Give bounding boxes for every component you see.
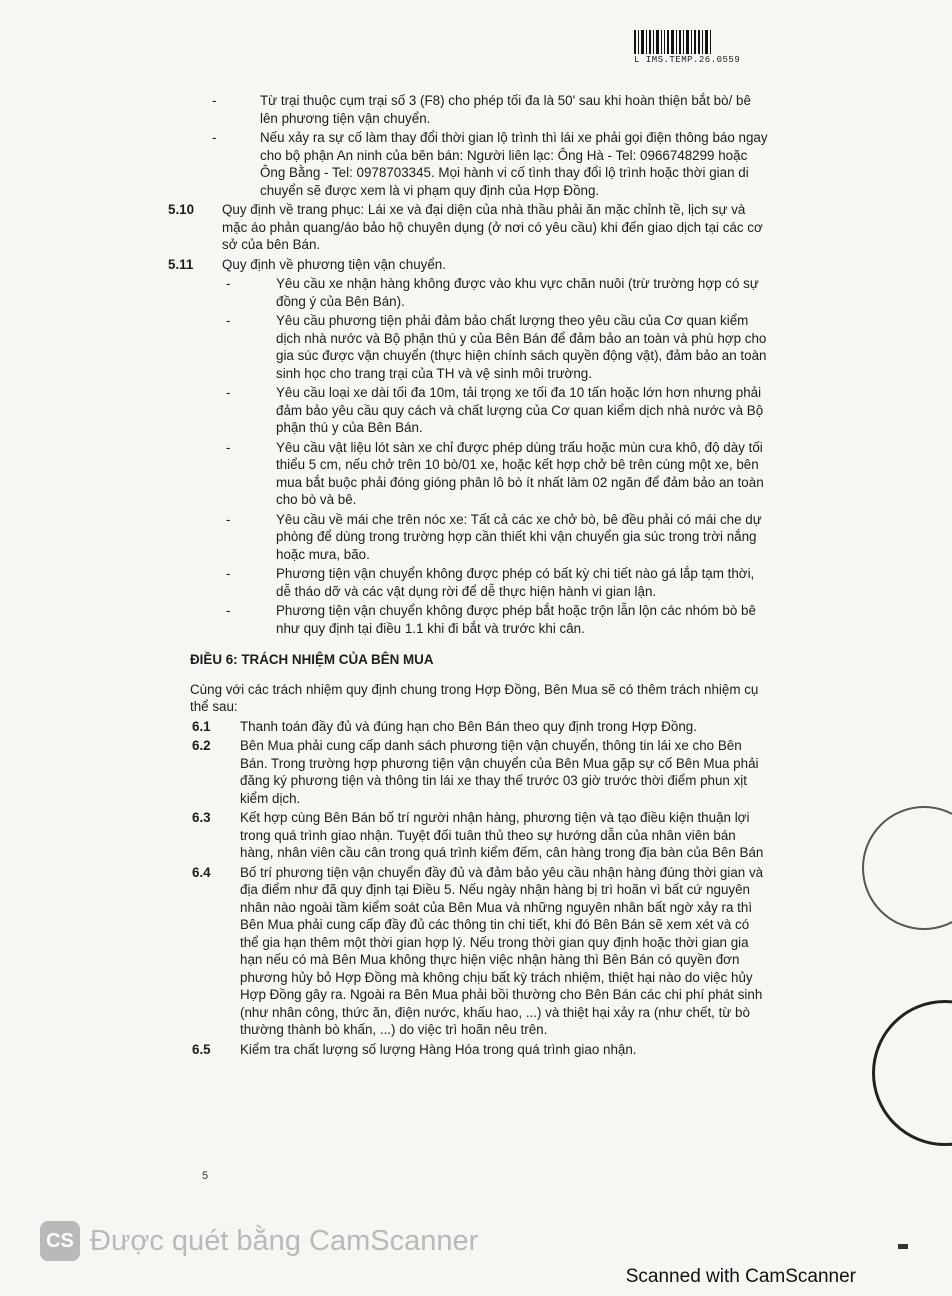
barcode-bars bbox=[634, 30, 754, 54]
bullet-text: Yêu cầu phương tiện phải đảm bảo chất lượng theo yêu cầu của Cơ quan kiểm dịch nhà nước và Bộ phận thú y của Bên Bán để đảm bảo an toàn và phù hợp cho gia súc được vận chuyển (thực hiện chính sách quyền động vật), đảm bảo an toàn sinh học cho trang trại của TH và vệ sinh môi trường. bbox=[276, 313, 767, 381]
camscanner-watermark bbox=[40, 1221, 478, 1261]
bullet-dash: - bbox=[226, 603, 231, 618]
article-6-heading: ĐIỀU 6: TRÁCH NHIỆM CỦA BÊN MUA bbox=[190, 652, 434, 667]
bullet-dash: - bbox=[226, 313, 231, 328]
clause-6-3 bbox=[168, 809, 768, 862]
bullet-text: Yêu cầu loại xe dài tối đa 10m, tải trọng xe tối đa 10 tấn hoặc lớn hơn nhưng phải đảm bảo yêu cầu quy cách và chất lượng của Cơ quan kiểm dịch nhà nước và Bộ phận thú y của Bên Bán. bbox=[276, 385, 764, 435]
bullet-item bbox=[168, 312, 768, 382]
bullet-dash: - bbox=[226, 439, 231, 455]
bullet-dash: - bbox=[212, 130, 217, 145]
bullet-dash: - bbox=[226, 566, 231, 581]
bullet-item bbox=[168, 511, 768, 564]
bullet-dash: - bbox=[212, 93, 217, 108]
clause-6-5 bbox=[168, 1041, 768, 1059]
clause-number: 6.2 bbox=[192, 738, 211, 753]
bullet-text: Nếu xảy ra sự cố làm thay đổi thời gian lộ trình thì lái xe phải gọi điện thông báo ngay cho bộ phận An ninh của bên bán: Người liên lạc: Ông Hà - Tel: 0966748299 hoặc Ông Bằng - Tel: 0978703345. Mọi hành vi cố tình thay đổi lộ trình hoặc thời gian di chuyển sẽ được xem là vi phạm quy định của Hợp Đồng. bbox=[260, 130, 768, 198]
bullet-item bbox=[168, 565, 768, 600]
camscanner-logo-icon: CS bbox=[40, 1221, 80, 1261]
scan-mark bbox=[898, 1244, 908, 1249]
bullet-dash: - bbox=[226, 276, 231, 291]
scanned-with-label: Scanned with CamScanner bbox=[625, 1266, 856, 1287]
bullet-item bbox=[168, 129, 768, 199]
clause-number: 6.1 bbox=[192, 718, 211, 734]
clause-5-11 bbox=[168, 256, 768, 274]
bullet-dash: - bbox=[226, 385, 231, 400]
clause-number: 6.5 bbox=[192, 1041, 211, 1057]
clause-text: Quy định về trang phục: Lái xe và đại diện của nhà thầu phải ăn mặc chỉnh tề, lịch sự và mặc áo phản quang/áo bảo hộ chuyên dụng (ở nơi có yêu cầu) khi đến giao dịch tại các cơ sở của bên Bán. bbox=[222, 202, 763, 252]
bullet-item bbox=[168, 602, 768, 637]
bullet-text: Yêu cầu xe nhận hàng không được vào khu vực chăn nuôi (trừ trường hợp có sự đồng ý của Bên Bán). bbox=[276, 276, 759, 309]
bullet-text: Từ trại thuộc cụm trại số 3 (F8) cho phép tối đa là 50' sau khi hoàn thiện bắt bò/ bê lên phương tiện vận chuyển. bbox=[260, 93, 751, 126]
bullet-text: Yêu cầu về mái che trên nóc xe: Tất cả các xe chở bò, bê đều phải có mái che dự phòng để dùng trong trường hợp cần thiết khi vận chuyển gia súc trong trời nắng hoặc mưa, bão. bbox=[276, 511, 762, 562]
clause-number: 5.11 bbox=[168, 256, 194, 272]
clause-text: Thanh toán đầy đủ và đúng hạn cho Bên Bán theo quy định trong Hợp Đồng. bbox=[240, 718, 697, 734]
article-6-intro: Cùng với các trách nhiệm quy định chung trong Hợp Đồng, Bên Mua sẽ có thêm trách nhiệm cụ thể sau: bbox=[190, 681, 759, 714]
document-body bbox=[168, 92, 768, 1060]
clause-text: Quy định về phương tiện vận chuyển. bbox=[222, 256, 446, 272]
clause-text: Bên Mua phải cung cấp danh sách phương tiện vận chuyển, thông tin lái xe cho Bên Bán. Trong trường hợp phương tiện vận chuyển của Bên Mua gặp sự cố Bên Mua phải đăng ký phương tiện và thông tin lái xe thay thế trước 03 giờ trước thời điểm phun xịt kiểm dịch. bbox=[240, 738, 759, 806]
bullet-text: Phương tiện vận chuyển không được phép có bất kỳ chi tiết nào gá lắp tạm thời, dễ tháo dỡ và các vật dụng rời để dễ thực hiện hành vi gian lận. bbox=[276, 566, 755, 599]
barcode-text: L IMS.TEMP.26.0559 bbox=[634, 55, 741, 65]
page-number: 5 bbox=[202, 1170, 209, 1182]
bullet-text: Yêu cầu vật liệu lót sàn xe chỉ được phép dùng trấu hoặc mùn cưa khô, độ dày tối thiểu 5 cm, nếu chở trên 10 bò/01 xe, hoặc kết hợp chở bê trên cùng một xe, bên mua bắt buộc phải đóng gióng phân lô bò ít nhất làm 02 ngăn để đảm bảo an toàn cho bò và bê. bbox=[276, 439, 764, 507]
barcode bbox=[634, 30, 754, 64]
clause-text: Kết hợp cùng Bên Bán bố trí người nhận hàng, phương tiện và tạo điều kiện thuận lợi trong quá trình giao nhận. Tuyệt đối tuân thủ theo sự hướng dẫn của nhân viên bán hàng, nhân viên cầu cân trong quá trình kiểm đếm, cân hàng trong địa bàn của Bên Bán bbox=[240, 810, 764, 860]
clause-6-1 bbox=[168, 718, 768, 736]
watermark-text: Được quét bằng CamScanner bbox=[90, 1224, 479, 1257]
bullet-dash: - bbox=[226, 511, 231, 527]
clause-number: 6.3 bbox=[192, 810, 211, 825]
bullet-item bbox=[168, 275, 768, 310]
partial-seal-stamp bbox=[872, 1000, 952, 1146]
bullet-item bbox=[168, 439, 768, 509]
bullet-item bbox=[168, 92, 768, 127]
clause-6-2 bbox=[168, 737, 768, 807]
bullet-item bbox=[168, 384, 768, 437]
clause-text: Kiểm tra chất lượng số lượng Hàng Hóa trong quá trình giao nhận. bbox=[240, 1041, 637, 1057]
clause-number: 6.4 bbox=[192, 864, 211, 880]
clause-6-4 bbox=[168, 864, 768, 1039]
clause-5-10 bbox=[168, 201, 768, 254]
clause-number: 5.10 bbox=[168, 202, 195, 217]
partial-seal-stamp bbox=[862, 806, 952, 930]
clause-text: Bố trí phương tiện vận chuyển đầy đủ và đảm bảo yêu cầu nhận hàng đúng thời gian và địa điểm như đã quy định tại Điều 5. Nếu ngày nhận hàng bị trì hoãn vì bất cứ nguyên nhân nào ngoài tầm kiểm soát của Bên Mua và những nguyên nhân bất ngờ xảy ra thì Bên Mua phải cung cấp đầy đủ các thông tin chi tiết, khi đó Bên Bán sẽ xem xét và có thể gia hạn thêm một thời gian hợp lý. Nếu trong thời gian quy định hoặc thời gian gia hạn nếu có mà Bên Mua không thực hiện việc nhận hàng thì Bên Bán có quyền đơn phương hủy bỏ Hợp Đồng mà không chịu bất kỳ trách nhiệm, thiệt hại nào do việc hủy Hợp Đồng gây ra. Ngoài ra Bên Mua phải bồi thường cho Bên Bán các chi phí phát sinh (như nhân công, thức ăn, điện nước, khấu hao, ...) và thiệt hại xảy ra (như chết, từ bò thường thành bò khấn, ...) do việc trì hoãn nêu trên. bbox=[240, 864, 764, 1037]
bullet-text: Phương tiện vận chuyển không được phép bắt hoặc trộn lẫn lộn các nhóm bò bê như quy định tại điều 1.1 khi đi bắt và trước khi cân. bbox=[276, 603, 756, 636]
